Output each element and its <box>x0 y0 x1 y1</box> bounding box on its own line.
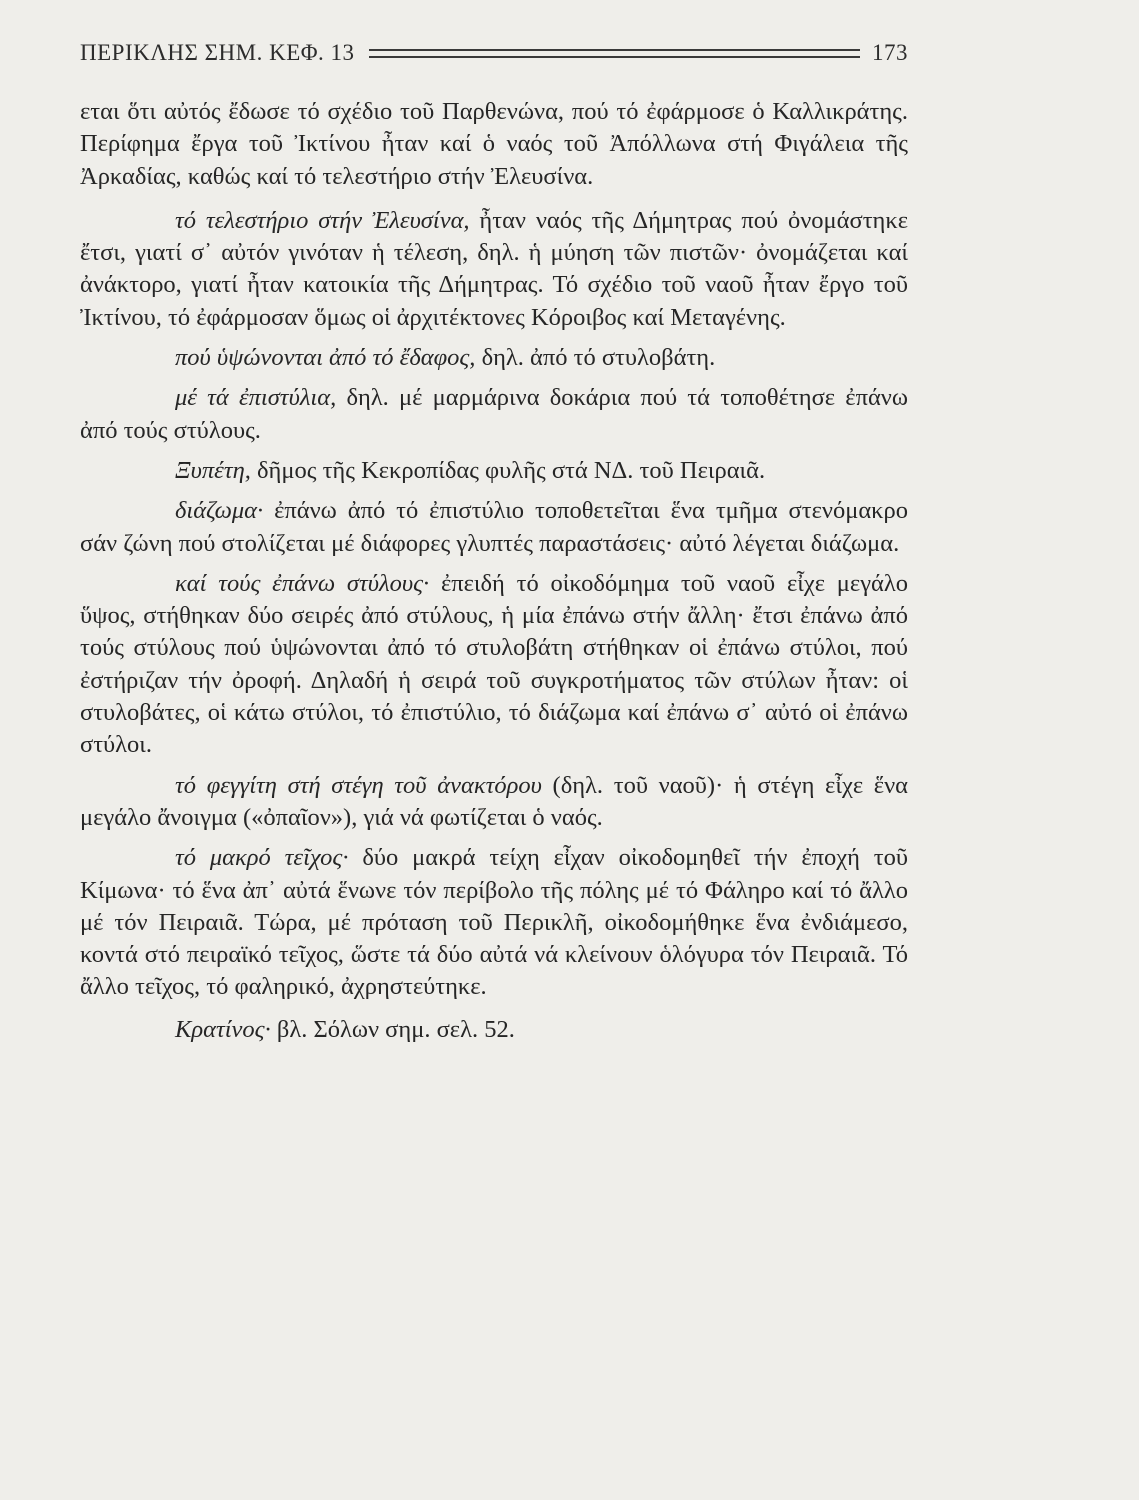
note-text: ἐπάνω ἀπό τό ἐπιστύλιο τοποθετεῖται ἕνα τμῆμα στενόμακρο σάν ζώνη πού στολίζεται μέ διάφορες γλυπτές παραστάσεις· αὐτό λέγεται διάζωμα. <box>80 497 908 557</box>
note-epano-styloi <box>80 568 908 762</box>
body-text <box>80 96 908 1054</box>
note-ypsonontai <box>80 342 908 374</box>
note-text: βλ. Σόλων σημ. σελ. 52. <box>270 1015 515 1043</box>
note-lemma: τό μακρό τεῖχος· <box>175 844 349 872</box>
note-lemma: Ξυπέτη, <box>175 456 251 484</box>
note-lemma: τό τελεστήριο στήν Ἐλευσίνα, <box>175 206 470 234</box>
note-lemma: πού ὑψώνονται ἀπό τό ἔδαφος, <box>175 344 476 372</box>
note-telesterio <box>80 205 908 334</box>
note-text: δηλ. μέ μαρμάρινα δοκάρια πού τά τοποθέτησε ἐπάνω ἀπό τούς στύλους. <box>80 384 908 444</box>
header-title: ΠΕΡΙΚΛΗΣ ΣΗΜ. ΚΕΦ. 13 <box>80 40 355 65</box>
page-number: 173 <box>872 40 908 65</box>
note-epistylia <box>80 382 908 447</box>
header-double-rule <box>369 49 860 58</box>
note-makro-teichos <box>80 842 908 1003</box>
note-lemma: Κρατίνος· <box>175 1015 271 1043</box>
note-kratinos <box>80 1014 908 1046</box>
note-diazoma <box>80 495 908 560</box>
note-text: (δηλ. τοῦ ναοῦ)· ἡ στέγη εἶχε ἕνα μεγάλο ἄνοιγμα («ὀπαῖον»), γιά νά φωτίζεται ὁ ναός. <box>80 771 908 831</box>
note-lemma: καί τούς ἐπάνω στύλους· <box>175 569 430 597</box>
paragraph-text: εται ὅτι αὐτός ἔδωσε τό σχέδιο τοῦ Παρθενώνα, πού τό ἐφάρμοσε ὁ Καλλικράτης. Περίφημα ἔργα τοῦ Ἰκτίνου ἦταν καί ὁ ναός τοῦ Ἀπόλλωνα στή Φιγάλεια τῆς Ἀρκαδίας, καθώς καί τό τελεστήριο στήν Ἐλευσίνα. <box>80 98 908 190</box>
note-fengiti <box>80 770 908 835</box>
note-text: ἐπειδή τό οἰκοδόμημα τοῦ ναοῦ εἶχε μεγάλο ὕψος, στήθηκαν δύο σειρές ἀπό στύλους, ἡ μία ἐπάνω στήν ἄλλη· ἔτσι ἐπάνω ἀπό τούς στύλους πού ὑψώνονται ἀπό τό στυλοβάτη στήθηκαν οἱ ἐπάνω στύλοι, πού ἐστήριζαν τήν ὀροφή. Δηλαδή ἡ σειρά τοῦ συγκροτήματος τῶν στύλων ἦταν: οἱ στυλοβάτες, οἱ κάτω στύλοι, τό ἐπιστύλιο, τό διάζωμα καί ἐπάνω σ᾽ αὐτό οἱ ἐπάνω στύλοι. <box>80 569 908 759</box>
note-lemma: τό φεγγίτη στή στέγη τοῦ ἀνακτόρου <box>175 771 542 799</box>
note-text: ἦταν ναός τῆς Δήμητρας πού ὀνομάστηκε ἔτσι, γιατί σ᾽ αὐτόν γινόταν ἡ τέλεση, δηλ. ἡ μύηση τῶν πιστῶν· ὀνομάζεται καί ἀνάκτορο, γιατί ἦταν κατοικία τῆς Δήμητρας. Τό σχέδιο τοῦ ναοῦ ἦταν ἔργο τοῦ Ἰκτίνου, τό ἐφάρμοσαν ὅμως οἱ ἀρχιτέκτονες Κόροιβος καί Μεταγένης. <box>80 206 908 331</box>
note-xypeti <box>80 455 908 487</box>
note-lemma: μέ τά ἐπιστύλια, <box>175 384 337 412</box>
note-text: δῆμος τῆς Κεκροπίδας φυλῆς στά ΝΔ. τοῦ Πειραιᾶ. <box>250 456 766 484</box>
note-text: δύο μακρά τείχη εἶχαν οἰκοδομηθεῖ τήν ἐποχή τοῦ Κίμωνα· τό ἕνα ἀπ᾽ αὐτά ἕνωνε τόν περίβολο τῆς πόλης μέ τό Φάληρο καί τό ἄλλο μέ τόν Πειραιᾶ. Τώρα, μέ πρόταση τοῦ Περικλῆ, οἰκοδομήθηκε ἕνα ἐνδιάμεσο, κοντά στό πειραϊκό τεῖχος, ὥστε τά δύο αὐτά νά κλείνουν ὁλόγυρα τόν Πειραιᾶ. Τό ἄλλο τεῖχος, τό φαληρικό, ἀχρηστεύτηκε. <box>80 844 909 1001</box>
paragraph-continuation <box>80 96 908 193</box>
running-header <box>80 36 908 70</box>
note-text: δηλ. ἀπό τό στυλοβάτη. <box>475 344 716 372</box>
note-lemma: διάζωμα· <box>175 497 264 525</box>
